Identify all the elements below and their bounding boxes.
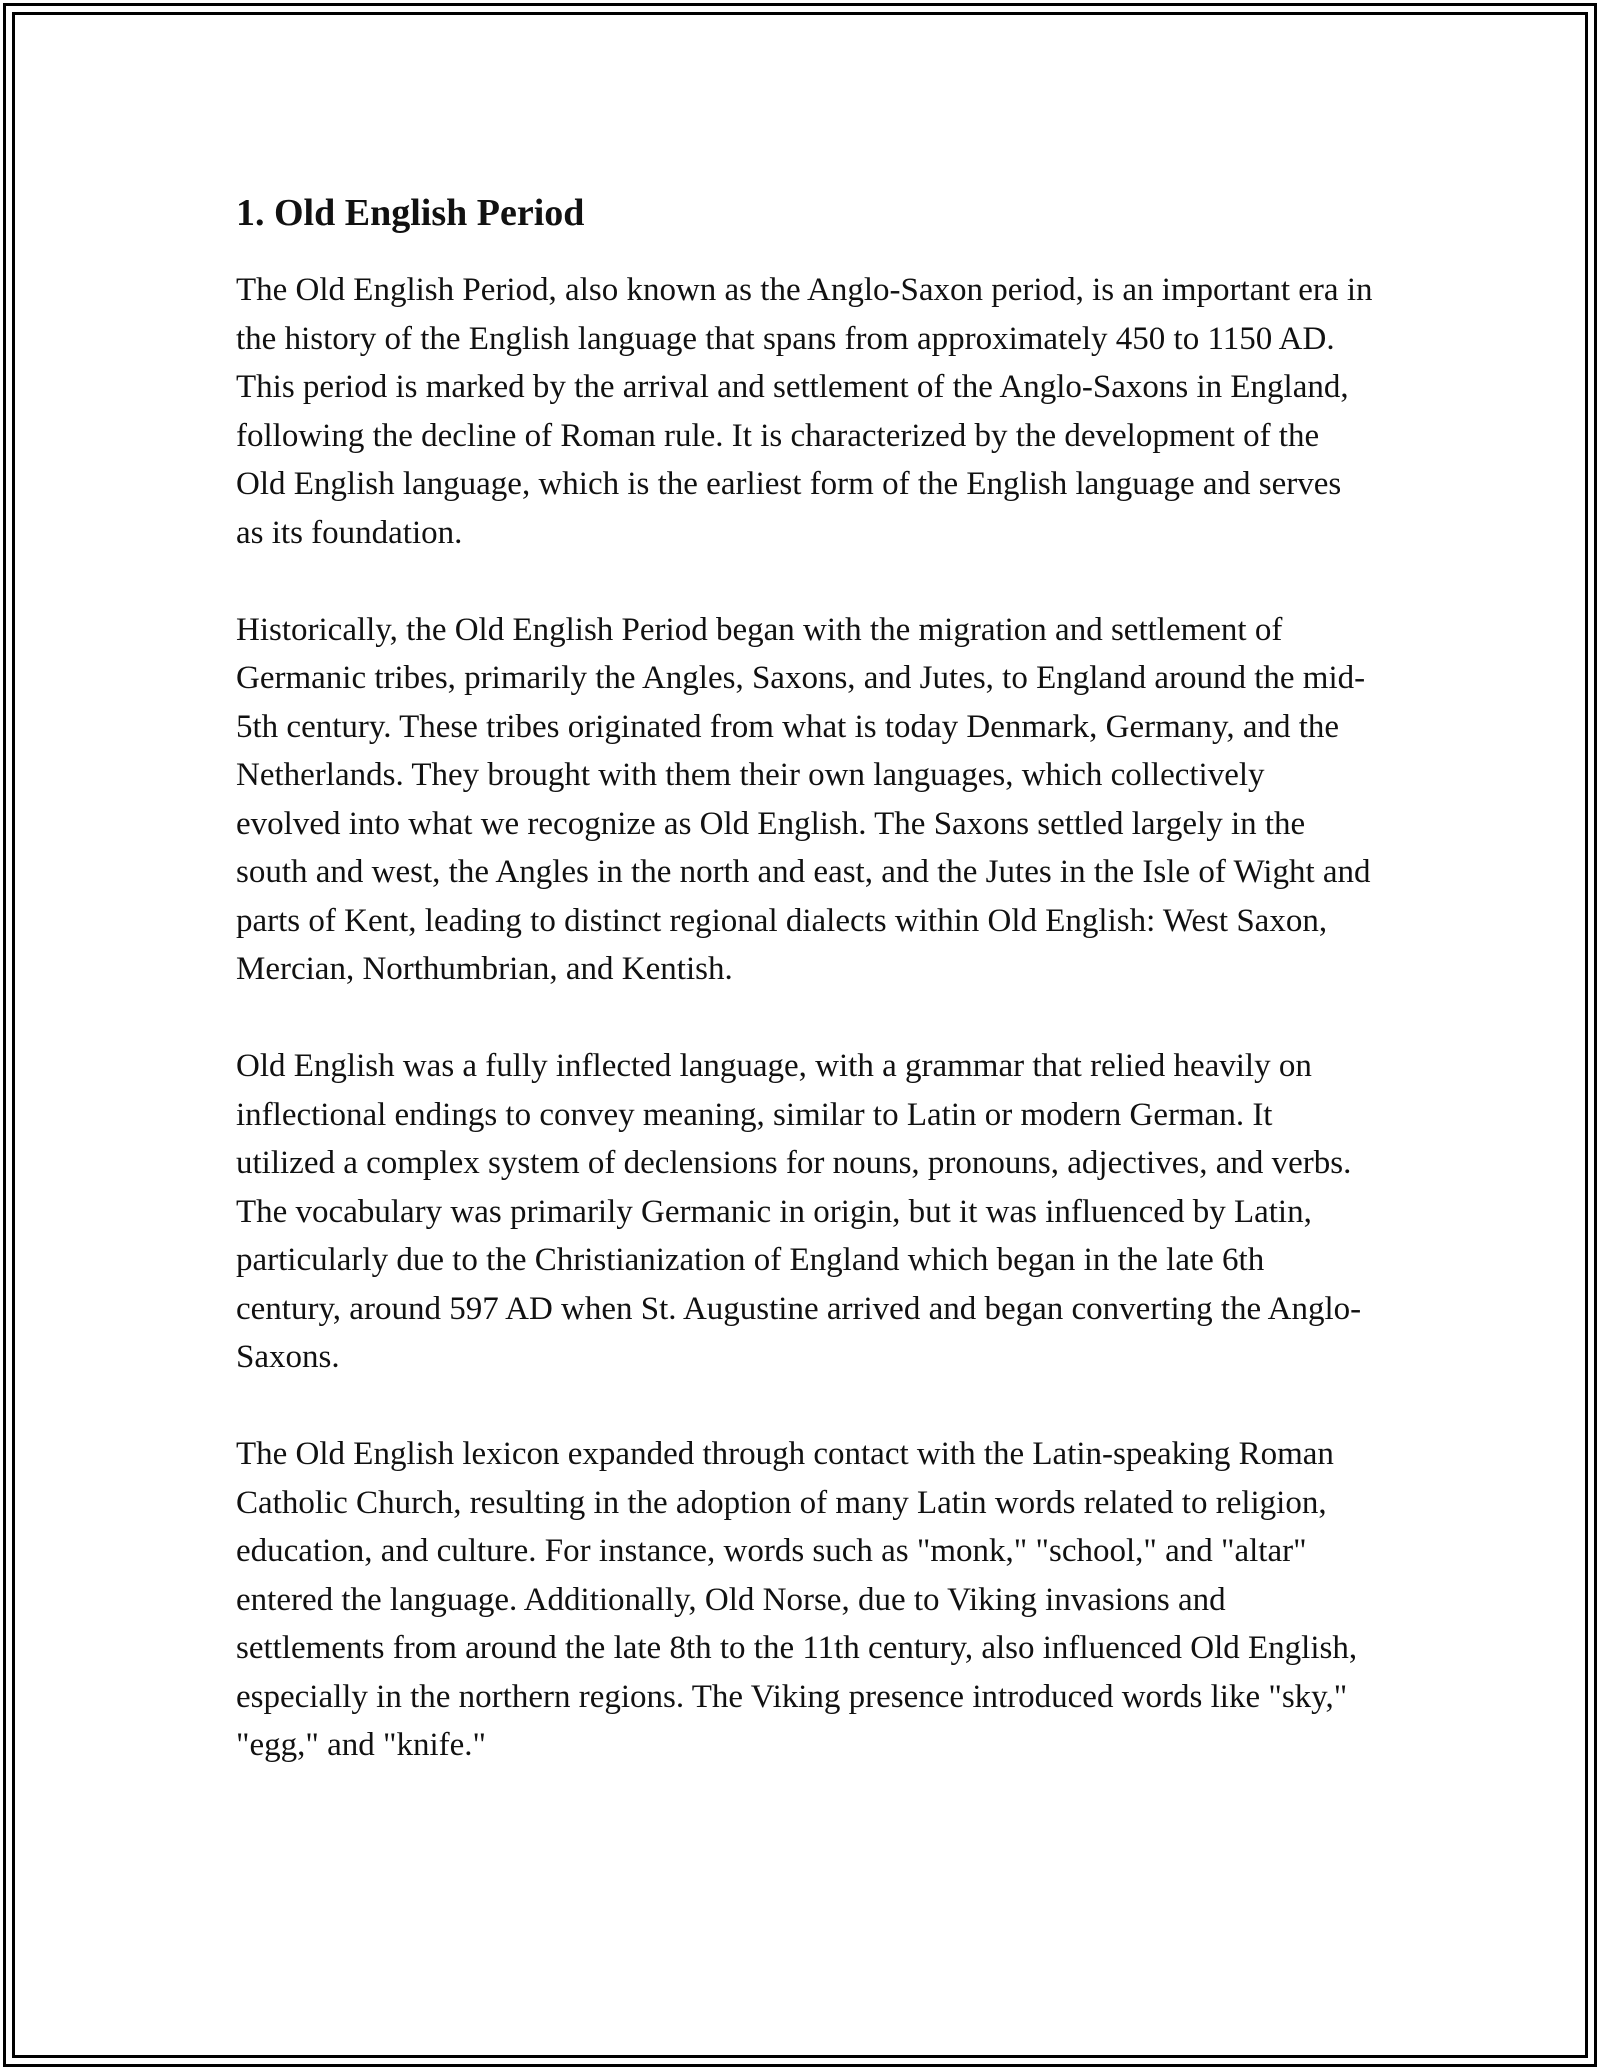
section-heading: 1. Old English Period [236,192,585,234]
paragraph-introduction: The Old English Period, also known as the Anglo-Saxon period, is an important era in the history of the English language that spans from approximately 450 to 1150 AD. This period is marked by the arrival and settlement of the Anglo-Saxons in England, following the decline of Roman rule. It is characterized by the development of the Old English language, which is the earliest form of the English language and serves as its foundation. [236,272,1373,551]
document-body [236,184,1376,1818]
paragraph-history: Historically, the Old English Period began with the migration and settlement of Germanic tribes, primarily the Angles, Saxons, and Jutes, to England around the mid-5th century. These tribes originated from what is today Denmark, Germany, and the Netherlands. They brought with them their own languages, which collectively evolved into what we recognize as Old English. The Saxons settled largely in the south and west, the Angles in the north and east, and the Jutes in the Isle of Wight and parts of Kent, leading to distinct regional dialects within Old English: West Saxon, Mercian, Northumbrian, and Kentish. [236,611,1371,987]
paragraph-grammar: Old English was a fully inflected language, with a grammar that relied heavily on inflectional endings to convey meaning, similar to Latin or modern German. It utilized a complex system of declensions for nouns, pronouns, adjectives, and verbs. The vocabulary was primarily Germanic in origin, but it was influenced by Latin, particularly due to the Christianization of England which began in the late 6th century, around 597 AD when St. Augustine arrived and began converting the Anglo-Saxons. [236,1048,1362,1375]
paragraph-lexicon: The Old English lexicon expanded through contact with the Latin-speaking Roman Catholic Church, resulting in the adoption of many Latin words related to religion, education, and culture. For instance, words such as "monk," "school," and "altar" entered the language. Additionally, Old Norse, due to Viking invasions and settlements from around the late 8th to the 11th century, also influenced Old English, especially in the northern regions. The Viking presence introduced words like "sky," "egg," and "knife." [236,1436,1358,1763]
